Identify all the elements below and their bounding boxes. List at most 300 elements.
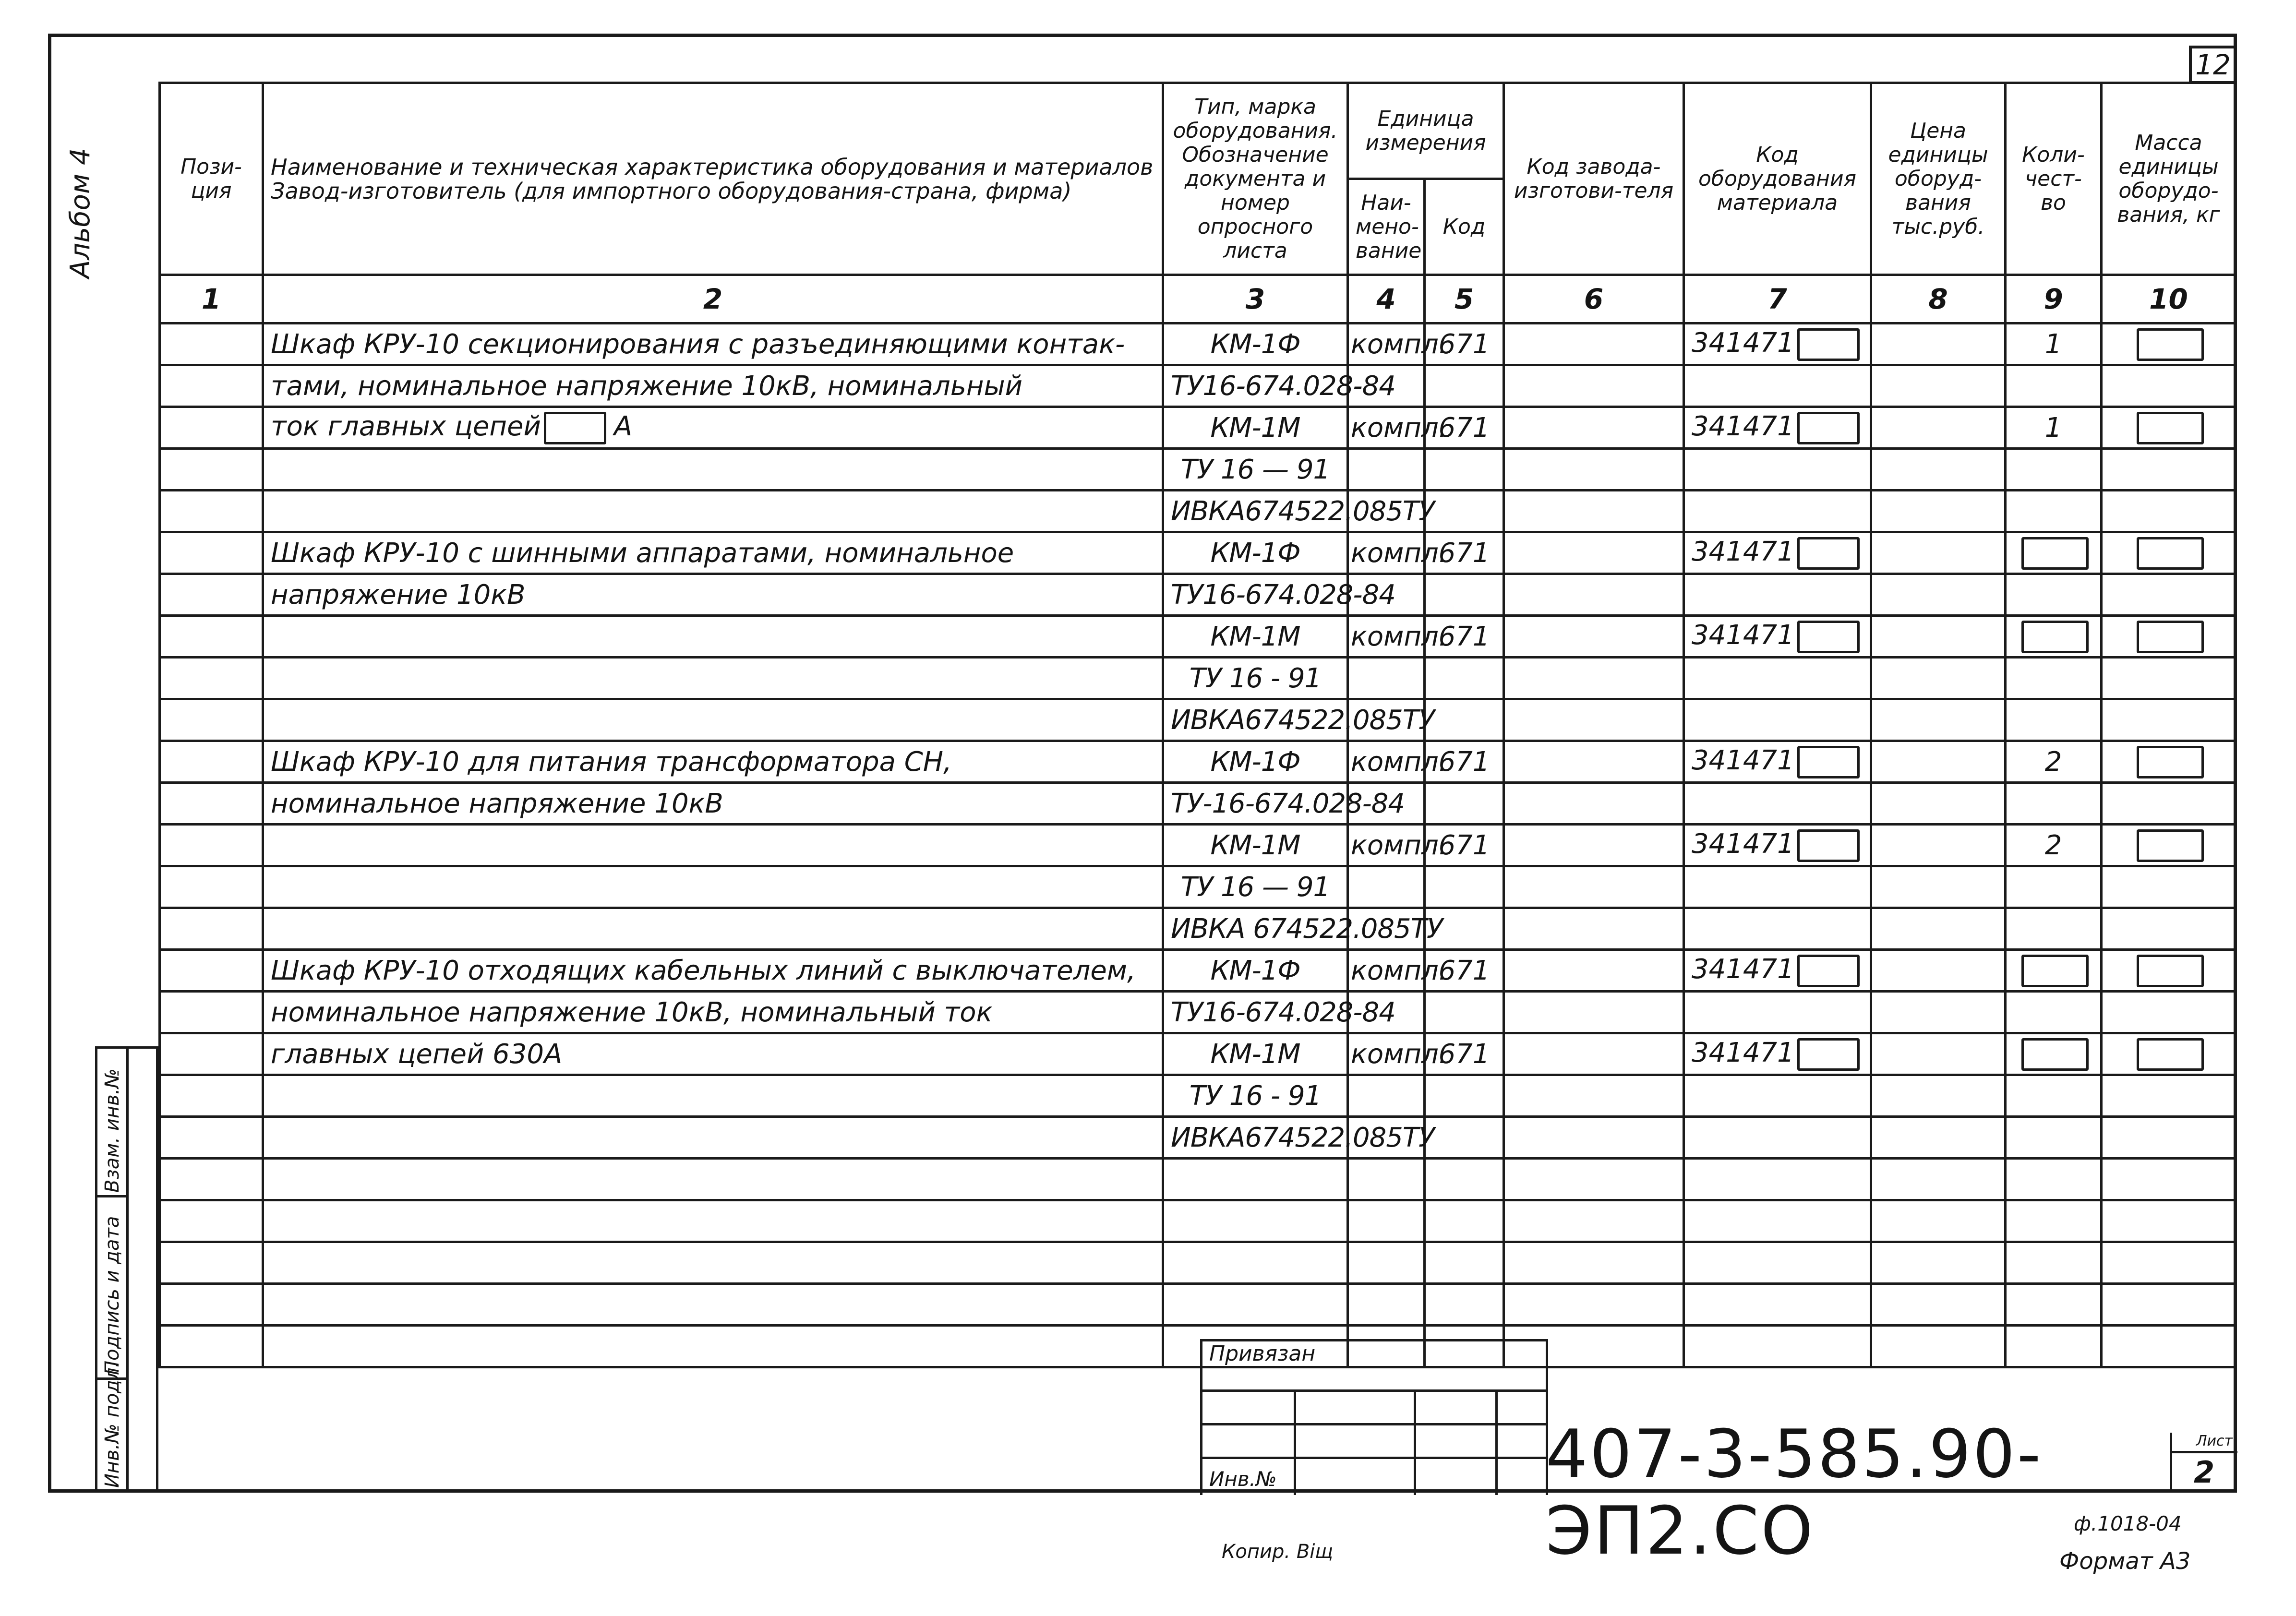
cell-name [263,992,1163,1033]
column-number: 4 [1348,275,1425,323]
table-row [160,1284,2236,1326]
cell-mass [2102,658,2236,699]
cell-quantity [2006,699,2102,741]
cell-equipment-code [1684,992,1871,1033]
cell-unit-name [1348,950,1447,992]
cell-quantity [2006,1159,2102,1200]
cell-position [160,616,263,658]
cell-unit-name-text: компл. [1351,537,1447,569]
cell-type-text: ТУ-16-674.028-84 [1171,788,1405,819]
cell-type [1163,574,1395,616]
cell-factory-code [1504,491,1684,532]
cell-type [1163,783,1405,825]
cell-type-text: ИВКА674522.085ТУ [1171,704,1435,736]
cell-unit-name [1348,407,1447,449]
table-row [160,658,2236,699]
cell-quantity [2006,908,2102,950]
cell-position [160,658,263,699]
table-row [160,491,2236,532]
cell-factory-code [1504,866,1684,908]
form-code: ф.1018-04 [2074,1512,2182,1535]
cell-position [160,950,263,992]
stamp-replace-inv: Взам. инв.№ [101,1068,123,1193]
cell-mass [2102,1242,2236,1284]
table-row [160,532,2236,574]
blank-box [544,412,606,444]
table-row [160,1326,2236,1367]
cell-mass [2102,616,2236,658]
cell-unit-code-text: 671 [1438,328,1490,360]
cell-price [1871,1242,2006,1284]
cell-type-text: ТУ16-674.028-84 [1171,579,1395,610]
header-mass: Масса единицы оборудо-вания, кг [2102,83,2236,275]
sheet-box-divider [2172,1451,2237,1453]
cell-unit-code [1425,866,1504,908]
cell-type-text: КМ-1М [1210,829,1300,861]
cell-quantity [2006,992,2102,1033]
cell-unit-code-text: 671 [1438,412,1490,443]
header-price: Цена единицы оборуд-вания тыс.руб. [1871,83,2006,275]
blank-box [2137,1038,2204,1071]
cell-type [1163,1242,1348,1284]
table-row [160,783,2236,825]
cell-quantity [2006,1326,2102,1367]
cell-unit-name [1348,825,1447,866]
blank-box [1797,537,1860,570]
cell-mass [2102,1117,2236,1159]
header-unit-name: Наи-мено-вание [1348,179,1425,275]
cell-factory-code [1504,950,1684,992]
blank-box [2137,955,2204,987]
cell-quantity [2006,783,2102,825]
cell-unit-name [1348,449,1425,491]
cell-position [160,1075,263,1117]
cell-factory-code [1504,532,1684,574]
stamp-line [1294,1389,1296,1495]
sheet-box [2170,1433,2235,1493]
cell-type-text: ТУ 16 - 91 [1189,662,1322,694]
blank-box [1797,829,1860,862]
cell-mass [2102,532,2236,574]
cell-factory-code [1504,1075,1684,1117]
table-row [160,616,2236,658]
cell-name [263,1033,1163,1075]
cell-type [1163,950,1348,992]
cell-quantity [2006,616,2102,658]
cell-unit-code [1425,992,1504,1033]
cell-unit-name-text: компл. [1351,621,1447,652]
table-row [160,699,2236,741]
cell-type [1163,658,1348,699]
cell-equipment-code [1684,1200,1871,1242]
cell-position [160,407,263,449]
cell-unit-name-text: компл. [1351,412,1447,443]
cell-factory-code [1504,658,1684,699]
cell-price [1871,699,2006,741]
cell-type-text: КМ-1Ф [1210,537,1300,569]
cell-factory-code [1504,1200,1684,1242]
cell-mass [2102,407,2236,449]
blank-box [2137,328,2204,361]
cell-type-text: ТУ 16 — 91 [1180,871,1330,903]
blank-box [2021,1038,2089,1071]
cell-unit-name [1348,1200,1425,1242]
cell-mass [2102,1200,2236,1242]
cell-name [263,699,1163,741]
cell-equipment-code [1684,1242,1871,1284]
table-row [160,574,2236,616]
copied-label: Копир. Віщ [1222,1541,1334,1563]
cell-equipment-code-text: 341471 [1692,620,1794,651]
cell-name [263,1242,1163,1284]
cell-price [1871,1033,2006,1075]
cell-quantity-text: 1 [2044,328,2062,360]
cell-name [263,1326,1163,1367]
cell-mass [2102,992,2236,1033]
cell-price [1871,407,2006,449]
cell-name [263,950,1163,992]
cell-position [160,699,263,741]
cell-equipment-code [1684,574,1871,616]
table-row [160,365,2236,407]
blank-box [2137,412,2204,444]
blank-box [2137,537,2204,570]
cell-equipment-code [1684,323,1871,365]
cell-quantity [2006,323,2102,365]
cell-equipment-code [1684,491,1871,532]
cell-factory-code [1504,365,1684,407]
cell-mass [2102,1284,2236,1326]
cell-name [263,407,1163,449]
cell-mass [2102,950,2236,992]
column-number: 5 [1425,275,1504,323]
cell-type [1163,616,1348,658]
cell-equipment-code [1684,908,1871,950]
header-name [263,83,1163,275]
cell-price [1871,532,2006,574]
cell-factory-code [1504,1033,1684,1075]
cell-quantity [2006,741,2102,783]
cell-unit-code [1425,1284,1504,1326]
cell-quantity [2006,365,2102,407]
cell-name [263,574,1163,616]
cell-quantity [2006,1075,2102,1117]
cell-price [1871,741,2006,783]
cell-price [1871,908,2006,950]
side-stamp [95,1046,158,1493]
cell-position [160,1326,263,1367]
cell-unit-code [1425,1075,1504,1117]
column-number: 10 [2102,275,2236,323]
cell-equipment-code-text: 341471 [1692,536,1794,568]
blank-box [2021,621,2089,653]
cell-position [160,908,263,950]
blank-box [1797,412,1860,444]
cell-name [263,1159,1163,1200]
cell-equipment-code [1684,1159,1871,1200]
cell-quantity [2006,1284,2102,1326]
header-factory-code: Код завода-изготови-теля [1504,83,1684,275]
cell-name-text: Шкаф КРУ-10 отходящих кабельных линий с выключателем, [271,955,1136,986]
cell-mass [2102,323,2236,365]
cell-unit-code [1425,449,1504,491]
stamp-cell-sign [97,1197,126,1380]
cell-factory-code [1504,783,1684,825]
cell-name-text: номинальное напряжение 10кВ, номинальный ток [271,996,993,1028]
cell-equipment-code-text: 341471 [1692,828,1794,860]
cell-position [160,1242,263,1284]
cell-quantity [2006,950,2102,992]
blank-box [2137,621,2204,653]
cell-name [263,866,1163,908]
cell-mass [2102,365,2236,407]
cell-name [263,616,1163,658]
cell-price [1871,1159,2006,1200]
cell-unit-name [1348,1159,1425,1200]
cell-type [1163,992,1395,1033]
approval-title: Привязан [1209,1341,1316,1366]
cell-type [1163,741,1348,783]
cell-unit-name [1348,1284,1425,1326]
cell-name-text: Шкаф КРУ-10 для питания трансформатора СН, [271,746,952,778]
cell-unit-name [1348,741,1447,783]
cell-position [160,323,263,365]
sheet-number: 12 [2189,46,2237,84]
cell-mass [2102,1326,2236,1367]
cell-equipment-code [1684,616,1871,658]
cell-factory-code [1504,1284,1684,1326]
cell-position [160,992,263,1033]
cell-equipment-code [1684,1284,1871,1326]
stamp-inv-orig: Инв.№ подл. [101,1361,123,1488]
format-label: Формат А3 [2059,1548,2191,1575]
cell-price [1871,950,2006,992]
cell-factory-code [1504,825,1684,866]
cell-type [1163,449,1348,491]
cell-equipment-code [1684,658,1871,699]
cell-name-suffix: А [613,411,633,443]
cell-type-text: ТУ 16 - 91 [1189,1080,1322,1112]
cell-equipment-code-text: 341471 [1692,411,1794,443]
stamp-cell-replace [97,1049,126,1197]
cell-price [1871,658,2006,699]
blank-box [1797,1038,1860,1071]
cell-quantity [2006,825,2102,866]
cell-mass [2102,866,2236,908]
cell-name [263,1075,1163,1117]
cell-equipment-code [1684,365,1871,407]
cell-quantity-text: 2 [2044,746,2062,778]
cell-factory-code [1504,699,1684,741]
cell-quantity [2006,1242,2102,1284]
cell-position [160,866,263,908]
cell-factory-code [1504,1242,1684,1284]
cell-name [263,1284,1163,1326]
cell-quantity-text: 1 [2044,412,2062,443]
column-number: 3 [1163,275,1348,323]
cell-position [160,1159,263,1200]
cell-position [160,1284,263,1326]
cell-equipment-code-text: 341471 [1692,745,1794,777]
header-position: Пози-ция [160,83,263,275]
cell-price [1871,449,2006,491]
cell-type [1163,699,1435,741]
cell-type-text: ТУ16-674.028-84 [1171,370,1395,402]
cell-type [1163,1159,1348,1200]
blank-box [1797,746,1860,778]
cell-unit-code [1425,365,1504,407]
table-row [160,825,2236,866]
cell-unit-name-text: компл. [1351,829,1447,861]
cell-name [263,1200,1163,1242]
cell-unit-name [1348,1033,1447,1075]
cell-name [263,365,1163,407]
blank-box [1797,328,1860,361]
cell-type-text: КМ-1М [1210,621,1300,652]
cell-name-text: напряжение 10кВ [271,579,526,610]
table-row [160,1159,2236,1200]
stamp-line [1414,1389,1416,1495]
blank-box [1797,621,1860,653]
cell-type [1163,1075,1348,1117]
cell-equipment-code [1684,1033,1871,1075]
cell-quantity [2006,449,2102,491]
cell-factory-code [1504,616,1684,658]
cell-type-text: КМ-1Ф [1210,955,1300,986]
cell-quantity [2006,658,2102,699]
cell-unit-code [1425,574,1504,616]
cell-quantity [2006,532,2102,574]
cell-equipment-code [1684,866,1871,908]
cell-factory-code [1504,323,1684,365]
cell-quantity [2006,491,2102,532]
column-number: 7 [1684,275,1871,323]
sheet-label: Лист [2196,1433,2233,1449]
cell-unit-code [1425,783,1504,825]
table-row [160,323,2236,365]
cell-quantity-text: 2 [2044,829,2062,861]
cell-factory-code [1504,574,1684,616]
cell-position [160,365,263,407]
cell-unit-code-text: 671 [1438,621,1490,652]
cell-equipment-code [1684,449,1871,491]
table-row [160,950,2236,992]
cell-price [1871,992,2006,1033]
cell-price [1871,1284,2006,1326]
cell-quantity [2006,1200,2102,1242]
cell-price [1871,1075,2006,1117]
cell-quantity [2006,574,2102,616]
column-number: 1 [160,275,263,323]
cell-factory-code [1504,1159,1684,1200]
cell-price [1871,1326,2006,1367]
cell-unit-code [1425,1200,1504,1242]
cell-type-text: КМ-1М [1210,412,1300,443]
blank-box [2137,746,2204,778]
cell-name [263,741,1163,783]
blank-box [2137,829,2204,862]
cell-type [1163,1200,1348,1242]
cell-quantity [2006,1033,2102,1075]
cell-price [1871,783,2006,825]
column-number: 8 [1871,275,2006,323]
cell-mass [2102,449,2236,491]
cell-unit-code [1425,1159,1504,1200]
cell-name-text: Шкаф КРУ-10 секционирования с разъединяющими контак- [271,328,1125,360]
cell-equipment-code [1684,1326,1871,1367]
cell-quantity [2006,1117,2102,1159]
cell-price [1871,323,2006,365]
cell-unit-code-text: 671 [1438,746,1490,778]
header-name-line2: Завод-изготовитель (для импортного оборудования-страна, фирма) [271,178,1072,204]
cell-unit-name-text: компл. [1351,328,1447,360]
cell-unit-name [1348,532,1447,574]
album-label: Альбом 4 [65,148,96,278]
cell-unit-name [1348,1242,1425,1284]
blank-box [2021,955,2089,987]
cell-type [1163,825,1348,866]
table-row [160,992,2236,1033]
cell-type [1163,491,1435,532]
cell-type-text: ИВКА 674522.085ТУ [1171,913,1443,945]
cell-unit-code [1425,699,1504,741]
cell-position [160,491,263,532]
table-row [160,1242,2236,1284]
cell-mass [2102,1159,2236,1200]
cell-unit-name-text: компл. [1351,746,1447,778]
cell-equipment-code-text: 341471 [1692,327,1794,359]
cell-name-text: номинальное напряжение 10кВ [271,788,723,819]
cell-unit-code-text: 671 [1438,955,1490,986]
cell-position [160,1033,263,1075]
cell-unit-code-text: 671 [1438,537,1490,569]
cell-equipment-code [1684,825,1871,866]
cell-equipment-code [1684,1075,1871,1117]
cell-factory-code [1504,1117,1684,1159]
cell-price [1871,491,2006,532]
cell-name [263,825,1163,866]
cell-type [1163,407,1348,449]
cell-name [263,908,1163,950]
cell-equipment-code [1684,532,1871,574]
cell-equipment-code-text: 341471 [1692,1037,1794,1069]
table-row [160,741,2236,783]
cell-equipment-code [1684,407,1871,449]
cell-unit-code-text: 671 [1438,829,1490,861]
table-row [160,1033,2236,1075]
sheet-value: 2 [2194,1455,2215,1490]
cell-factory-code [1504,407,1684,449]
cell-factory-code [1504,992,1684,1033]
cell-equipment-code [1684,950,1871,992]
header-unit-code: Код [1425,179,1504,275]
cell-name-text: тами, номинальное напряжение 10кВ, номинальный [271,370,1023,402]
table-row [160,449,2236,491]
blank-box [1797,955,1860,987]
cell-name-text: Шкаф КРУ-10 с шинными аппаратами, номинальное [271,537,1014,569]
cell-price [1871,825,2006,866]
approval-stamp [1200,1339,1548,1495]
cell-unit-code [1425,1117,1504,1159]
table-row [160,1117,2236,1159]
inv-number-label: Инв.№ [1209,1467,1277,1491]
cell-price [1871,1200,2006,1242]
cell-name [263,658,1163,699]
cell-equipment-code [1684,699,1871,741]
cell-name [263,323,1163,365]
cell-name-text: ток главных цепей [271,411,541,443]
stamp-sign-date: Подпись и дата [101,1216,123,1375]
